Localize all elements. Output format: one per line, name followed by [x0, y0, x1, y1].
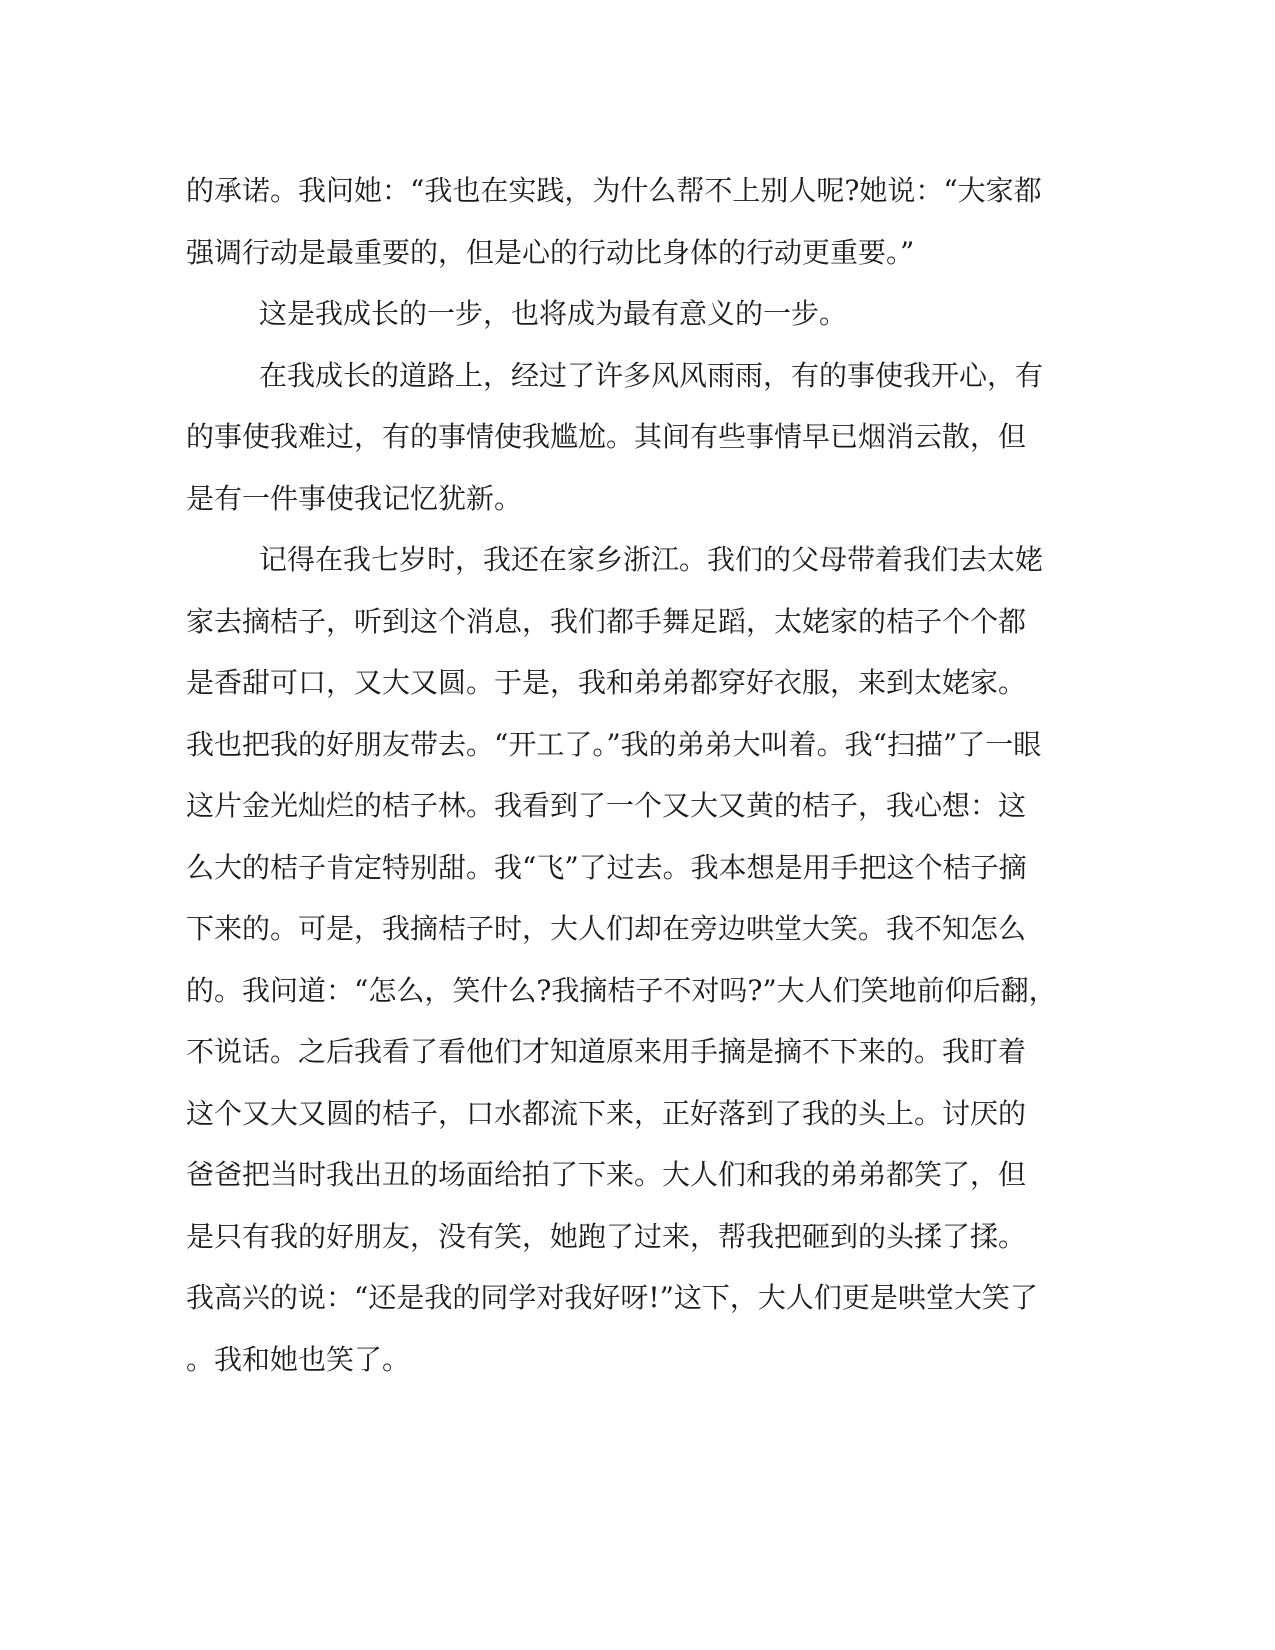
text-line: 是有一件事使我记忆犹新。 [186, 481, 523, 515]
text-line: 么大的桔子肯定特别甜。我“飞”了过去。我本想是用手把这个桔子摘 [186, 850, 1027, 884]
body-text [186, 160, 1066, 1390]
text-line: 是只有我的好朋友，没有笑，她跑了过来，帮我把砸到的头揉了揉。 [186, 1219, 1027, 1253]
text-line: 的承诺。我问她：“我也在实践，为什么帮不上别人呢?她说：“大家都 [186, 174, 1042, 207]
text-line: 在我成长的道路上，经过了许多风风雨雨，有的事使我开心，有 [259, 358, 1044, 392]
text-line: 。我和她也笑了。 [186, 1342, 411, 1376]
text-line: 的。我问道：“怎么，笑什么?我摘桔子不对吗?”大人们笑地前仰后翻， [186, 973, 1057, 1007]
text-line: 我高兴的说：“还是我的同学对我好呀!”这下，大人们更是哄堂大笑了 [186, 1281, 1038, 1314]
text-line: 这个又大又圆的桔子，口水都流下来，正好落到了我的头上。讨厌的 [186, 1096, 1027, 1130]
text-line: 强调行动是最重要的，但是心的行动比身体的行动更重要。” [186, 235, 915, 269]
text-line: 这片金光灿烂的桔子林。我看到了一个又大又黄的桔子，我心想：这 [186, 789, 1027, 822]
text-line: 记得在我七岁时，我还在家乡浙江。我们的父母带着我们去太姥 [259, 543, 1044, 576]
text-line: 下来的。可是，我摘桔子时，大人们却在旁边哄堂大笑。我不知怎么 [186, 912, 1027, 945]
text-line: 的事使我难过，有的事情使我尴尬。其间有些事情早已烟消云散，但 [186, 420, 1027, 453]
text-line: 我也把我的好朋友带去。“开工了。”我的弟弟大叫着。我“扫描”了一眼 [186, 727, 1042, 761]
text-line: 不说话。之后我看了看他们才知道原来用手摘是摘不下来的。我盯着 [186, 1035, 1027, 1068]
text-line: 是香甜可口，又大又圆。于是，我和弟弟都穿好衣服，来到太姥家。 [186, 666, 1027, 699]
text-line: 这是我成长的一步，也将成为最有意义的一步。 [259, 297, 848, 330]
text-line: 家去摘桔子，听到这个消息，我们都手舞足蹈，太姥家的桔子个个都 [186, 604, 1027, 638]
text-line: 爸爸把当时我出丑的场面给拍了下来。大人们和我的弟弟都笑了，但 [186, 1158, 1027, 1191]
